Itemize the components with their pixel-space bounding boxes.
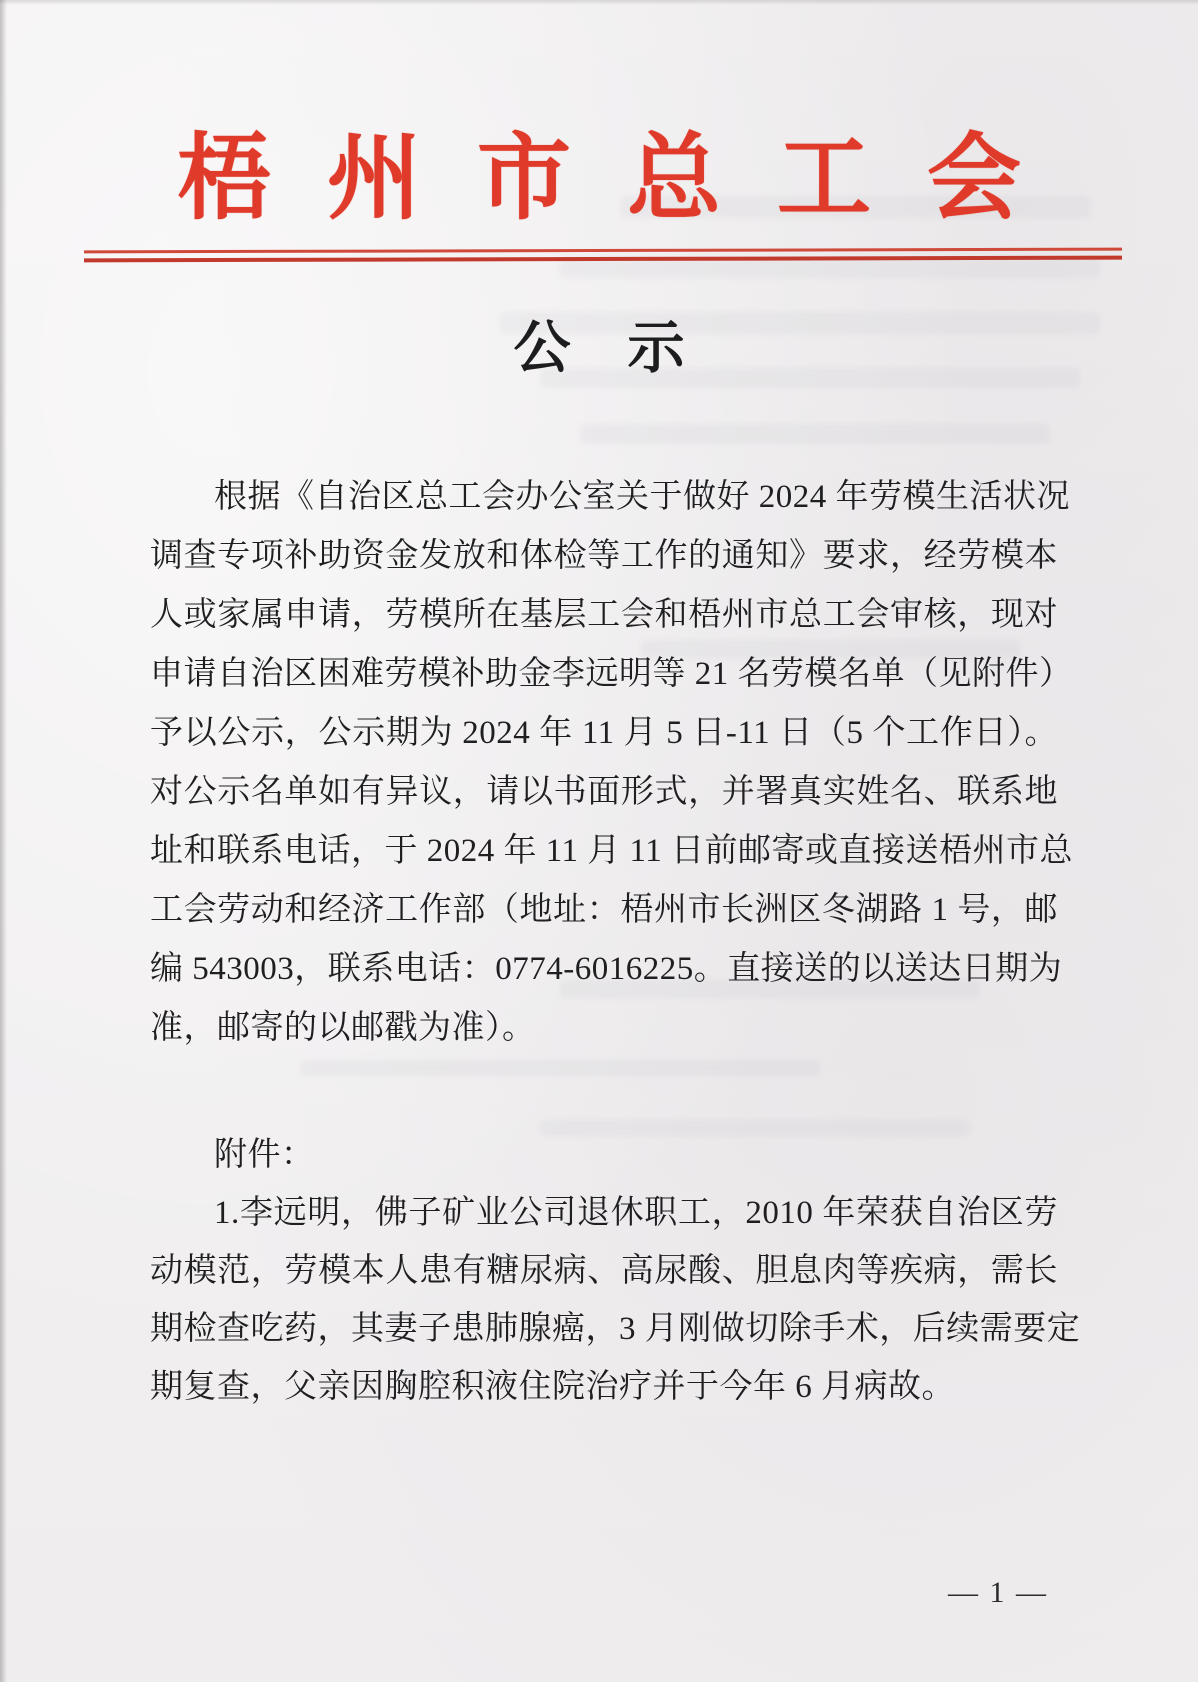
attachment-section xyxy=(150,1126,1081,1416)
scan-edge-shadow-top xyxy=(0,0,1198,5)
paragraph-line: 调查专项补助资金发放和体检等工作的通知》要求，经劳模本 xyxy=(150,538,1058,574)
bleed-through-smudge xyxy=(580,424,1050,444)
paragraph-line: 予以公示，公示期为 2024 年 11 月 5 日-11 日（5 个工作日）。 xyxy=(150,715,1058,751)
letterhead-double-rule xyxy=(84,248,1122,263)
scan-edge-shadow-left xyxy=(0,0,7,1682)
paragraph-line: 对公示名单如有异议，请以书面形式，并署真实姓名、联系地 xyxy=(150,774,1058,810)
paragraph-line: 准，邮寄的以邮戳为准）。 xyxy=(150,1010,536,1046)
paragraph-line: 根据《自治区总工会办公室关于做好 2024 年劳模生活状况 xyxy=(214,479,1070,515)
paragraph-line: 申请自治区困难劳模补助金李远明等 21 名劳模名单（见附件） xyxy=(150,656,1073,692)
attachment-item-line: 动模范，劳模本人患有糖尿病、高尿酸、胆息肉等疾病，需长 xyxy=(150,1253,1058,1289)
attachment-label: 附件： xyxy=(214,1137,315,1173)
letterhead-org-name: 梧州市总工会 xyxy=(176,127,1077,231)
bleed-through-smudge xyxy=(300,1060,820,1076)
document-title: 公示 xyxy=(513,317,742,380)
paragraph-line: 编 543003，联系电话：0774-6016225。直接送的以送达日期为 xyxy=(150,951,1063,987)
paragraph-line: 址和联系电话，于 2024 年 11 月 11 日前邮寄或直接送梧州市总 xyxy=(150,833,1074,869)
paragraph-line: 人或家属申请，劳模所在基层工会和梧州市总工会审核，现对 xyxy=(150,597,1058,633)
attachment-item-line: 期检查吃药，其妻子患肺腺癌，3 月刚做切除手术，后续需要定 xyxy=(150,1311,1081,1347)
attachment-item-line: 期复查，父亲因胸腔积液住院治疗并于今年 6 月病故。 xyxy=(150,1369,955,1405)
attachment-item-line: 1.李远明，佛子矿业公司退休职工，2010 年荣获自治区劳 xyxy=(214,1195,1058,1231)
page-number: — 1 — xyxy=(948,1576,1048,1609)
bleed-through-smudge xyxy=(560,258,1100,278)
notice-body-paragraph xyxy=(150,468,1074,1058)
paragraph-line: 工会劳动和经济工作部（地址：梧州市长洲区冬湖路 1 号，邮 xyxy=(150,892,1058,928)
